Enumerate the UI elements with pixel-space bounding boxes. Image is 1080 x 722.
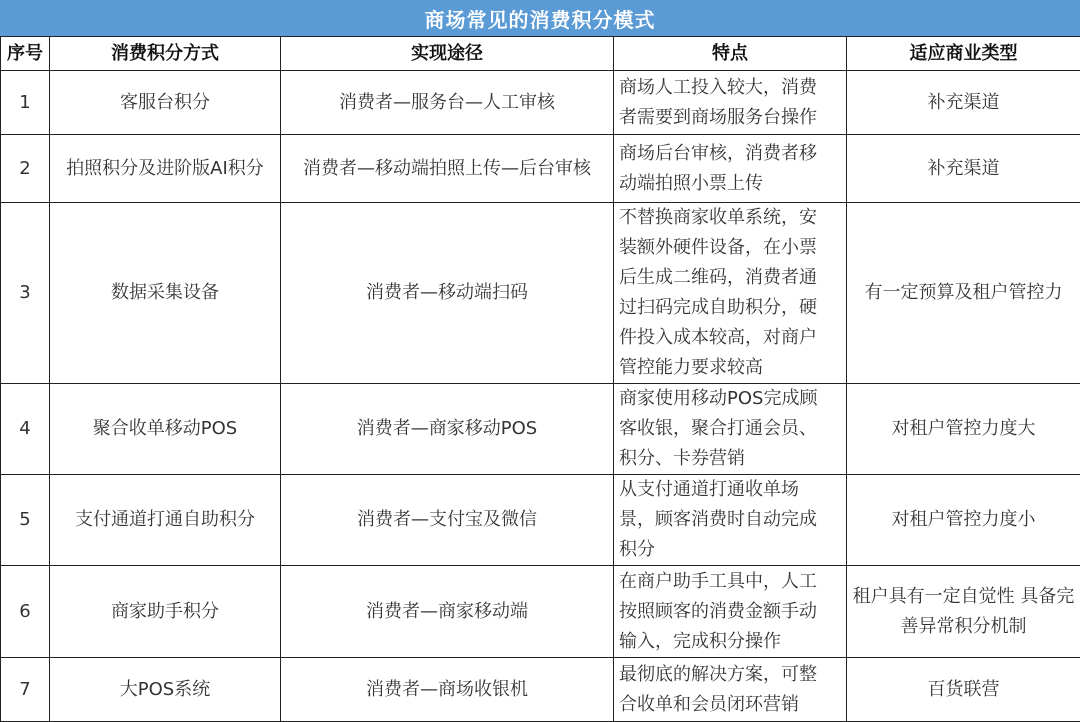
table-row	[1, 135, 1080, 203]
row-features	[614, 384, 847, 475]
row-business-type	[847, 475, 1080, 566]
row-method: 支付通道打通自助积分	[50, 475, 281, 566]
table-row	[1, 203, 1080, 384]
type-line: 补充渠道	[928, 92, 1000, 113]
header-business-type: 适应商业类型	[847, 37, 1080, 71]
header-no: 序号	[1, 37, 50, 71]
feature-line: 积分、卡券营销	[619, 444, 841, 474]
row-path: 消费者—商家移动端	[281, 566, 614, 658]
row-no: 5	[1, 475, 50, 566]
row-no: 7	[1, 658, 50, 722]
row-method: 数据采集设备	[50, 203, 281, 384]
table-row	[1, 658, 1080, 722]
feature-line: 积分	[619, 535, 841, 565]
feature-line: 商场后台审核，消费者移	[619, 139, 841, 169]
row-features	[614, 135, 847, 203]
feature-line: 管控能力要求较高	[619, 353, 841, 383]
feature-line: 商家使用移动POS完成顾	[619, 384, 841, 414]
points-mode-table	[0, 36, 1080, 722]
feature-line: 后生成二维码，消费者通	[619, 263, 841, 293]
feature-line: 装额外硬件设备，在小票	[619, 233, 841, 263]
row-path: 消费者—支付宝及微信	[281, 475, 614, 566]
row-business-type	[847, 203, 1080, 384]
row-no: 2	[1, 135, 50, 203]
feature-line: 客收银，聚合打通会员、	[619, 414, 841, 444]
table-title: 商场常见的消费积分模式	[0, 0, 1080, 36]
row-method: 聚合收单移动POS	[50, 384, 281, 475]
feature-line: 过扫码完成自助积分，硬	[619, 293, 841, 323]
header-method: 消费积分方式	[50, 37, 281, 71]
table-row	[1, 566, 1080, 658]
row-no: 3	[1, 203, 50, 384]
row-method: 拍照积分及进阶版AI积分	[50, 135, 281, 203]
row-business-type	[847, 71, 1080, 135]
header-row	[1, 37, 1080, 71]
row-no: 1	[1, 71, 50, 135]
feature-line: 最彻底的解决方案，可整	[619, 660, 841, 690]
feature-line: 在商户助手工具中，人工	[619, 567, 841, 597]
feature-line: 动端拍照小票上传	[619, 169, 841, 199]
type-line: 补充渠道	[928, 158, 1000, 179]
feature-line: 从支付通道打通收单场	[619, 475, 841, 505]
row-method: 商家助手积分	[50, 566, 281, 658]
row-business-type	[847, 566, 1080, 658]
row-no: 4	[1, 384, 50, 475]
row-features	[614, 566, 847, 658]
header-features: 特点	[614, 37, 847, 71]
table-row	[1, 384, 1080, 475]
feature-line: 输入，完成积分操作	[619, 627, 841, 657]
table-row	[1, 71, 1080, 135]
feature-line: 按照顾客的消费金额手动	[619, 597, 841, 627]
feature-line: 景，顾客消费时自动完成	[619, 505, 841, 535]
type-line: 对租户管控力度大	[892, 418, 1036, 439]
feature-line: 不替换商家收单系统，安	[619, 203, 841, 233]
feature-line: 商场人工投入较大，消费	[619, 73, 841, 103]
row-path: 消费者—服务台—人工审核	[281, 71, 614, 135]
feature-line: 合收单和会员闭环营销	[619, 690, 841, 720]
row-path: 消费者—移动端扫码	[281, 203, 614, 384]
row-features	[614, 71, 847, 135]
row-features	[614, 475, 847, 566]
header-path: 实现途径	[281, 37, 614, 71]
table-row	[1, 475, 1080, 566]
type-line: 租户具有一定自觉性	[853, 586, 1015, 607]
row-business-type	[847, 384, 1080, 475]
type-line: 有一定预算及租户管控力	[865, 282, 1063, 303]
row-path: 消费者—商家移动POS	[281, 384, 614, 475]
row-method: 大POS系统	[50, 658, 281, 722]
row-path: 消费者—移动端拍照上传—后台审核	[281, 135, 614, 203]
type-line: 对租户管控力度小	[892, 509, 1036, 530]
type-line: 具备完善异常积分机制	[901, 586, 1075, 637]
row-features	[614, 203, 847, 384]
feature-line: 件投入成本较高，对商户	[619, 323, 841, 353]
row-features	[614, 658, 847, 722]
type-line: 百货联营	[928, 679, 1000, 700]
row-business-type	[847, 135, 1080, 203]
feature-line: 者需要到商场服务台操作	[619, 103, 841, 133]
row-path: 消费者—商场收银机	[281, 658, 614, 722]
row-method: 客服台积分	[50, 71, 281, 135]
row-business-type	[847, 658, 1080, 722]
row-no: 6	[1, 566, 50, 658]
